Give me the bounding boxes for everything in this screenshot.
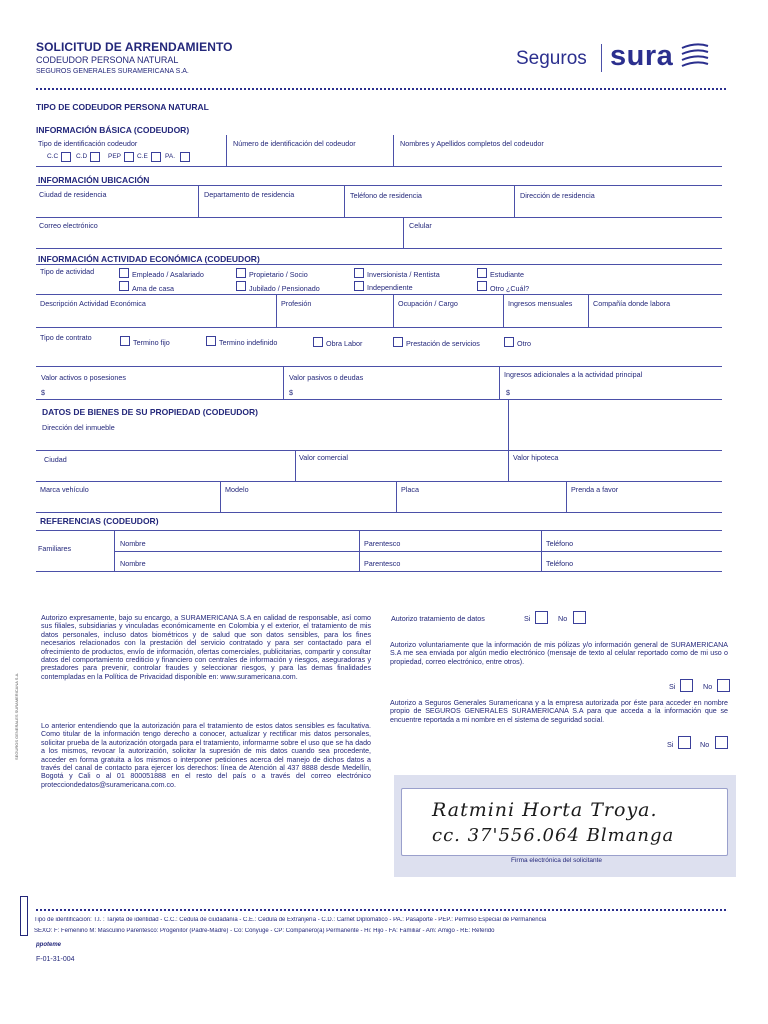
tratamiento-label: Autorizo tratamiento de datos (391, 614, 485, 623)
id-option-cc: C.C (47, 153, 59, 160)
form-code: F-01-31-004 (36, 956, 75, 963)
independiente-checkbox[interactable] (354, 281, 364, 291)
direccion-residencia-label: Dirección de residencia (520, 191, 595, 200)
divider (36, 248, 722, 249)
propietario-label: Propietario / Socio (249, 270, 308, 279)
tratamiento-si-label: Si (524, 614, 531, 623)
tipo-contrato-label: Tipo de contrato (40, 333, 92, 342)
brand-seguros: Seguros (516, 48, 587, 69)
form-title: SOLICITUD DE ARRENDAMIENTO (36, 40, 233, 54)
divider (36, 571, 722, 572)
marca-label: Marca vehículo (40, 485, 89, 494)
otro-contrato-label: Otro (517, 339, 531, 348)
divider (114, 551, 722, 552)
voluntario-no-checkbox[interactable] (717, 679, 730, 692)
empleado-label: Empleado / Asalariado (132, 270, 204, 279)
divider (36, 166, 722, 167)
ref2-parentesco-label: Parentesco (364, 559, 401, 568)
ref1-nombre-label: Nombre (120, 539, 146, 548)
ciudad-bien-label: Ciudad (44, 455, 67, 464)
acceso-no-label: No (700, 740, 710, 749)
placa-label: Placa (401, 485, 419, 494)
prenda-label: Prenda a favor (571, 485, 619, 494)
autorizo-acceso-text: Autorizo a Seguros Generales Suramericana y a la empresa autorizada por éste para acceder en nombre propio de SEGUROS GENERALES SURAMERICANA S.A para que acceda a la información que se encuentre reportada a mi nombre en el sistema de seguridad social. (390, 699, 728, 724)
jubilado-checkbox[interactable] (236, 281, 246, 291)
side-barcode-box (20, 896, 28, 936)
divider (36, 530, 722, 531)
correo-label: Correo electrónico (39, 221, 98, 230)
tipo-id-label: Tipo de identificación codeudor (38, 139, 138, 148)
divider (36, 366, 722, 367)
divider (396, 482, 397, 512)
ref1-parentesco-label: Parentesco (364, 539, 401, 548)
acceso-si-label: Si (667, 740, 674, 749)
side-legal-text: SEGUROS GENERALES SURAMERICANA S.A. (14, 672, 19, 760)
divider (36, 185, 722, 186)
nombres-label: Nombres y Apellidos completos del codeudor (400, 139, 544, 148)
footer-identificacion: Tipo de identificación: T.I. : Tarjeta de identidad - C.C.: Cedula de ciudadanía - C.E.: Cedula de Extranjería - C.D.: Carnet Diplomático - PA.: Pasaporte - PEP.: Permiso Especial de Permanencia (34, 917, 547, 923)
ocupacion-label: Ocupación / Cargo (398, 299, 458, 308)
otro-contrato-checkbox[interactable] (504, 337, 514, 347)
prestacion-checkbox[interactable] (393, 337, 403, 347)
autorizo-voluntario-text: Autorizo voluntariamente que la información de mis pólizas y/o información general de SURAMERICANA S.A me sea enviada por algún medio electrónico (mensaje de texto al celular reportado como de mi uso o propiedad, correo electrónico, entre otros). (390, 641, 728, 666)
tipo-codeudor-title: TIPO DE CODEUDOR PERSONA NATURAL (36, 102, 209, 112)
signature-id: cc. 37'556.064 Blmanga (432, 825, 675, 846)
divider (283, 367, 284, 399)
divider (36, 264, 722, 265)
adicionales-currency: $ (506, 388, 510, 397)
divider (226, 135, 227, 167)
divider (36, 217, 722, 218)
divider (198, 186, 199, 218)
ref1-telefono-label: Teléfono (546, 539, 574, 548)
termino-indefinido-label: Termino indefinido (219, 338, 278, 347)
voluntario-si-label: Si (669, 682, 676, 691)
acceso-no-checkbox[interactable] (715, 736, 728, 749)
printer-mark: ppoteme (36, 942, 62, 948)
departamento-label: Departamento de residencia (204, 190, 295, 199)
footer-separator (36, 909, 726, 911)
activos-label: Valor activos o posesiones (41, 373, 126, 382)
tratamiento-si-checkbox[interactable] (535, 611, 548, 624)
firma-label: Firma electrónica del solicitante (511, 857, 603, 864)
signature-name: Ratmini Horta Troya. (432, 799, 658, 821)
id-pa-checkbox[interactable] (180, 152, 190, 162)
inversionista-checkbox[interactable] (354, 268, 364, 278)
divider (508, 451, 509, 481)
termino-fijo-checkbox[interactable] (120, 336, 130, 346)
divider (36, 481, 722, 482)
actividad-title: INFORMACIÓN ACTIVIDAD ECONÓMICA (CODEUDOR) (38, 254, 260, 264)
compania-label: Compañía donde labora (593, 299, 671, 308)
divider (220, 482, 221, 512)
descripcion-label: Descripción Actividad Económica (40, 299, 146, 308)
footer-sexo: SEXO: F: Femenino M: Masculino Parentesco: Progenitor (Padre-Madre) - Co: Cónyuge - CP: Compañero(a) Permanente - Hi: Hijo - FA: Familiar - Am: Amigo - RE: Referido (34, 928, 495, 934)
autorizacion-texto-2: Lo anterior entendiendo que la autorización para el tratamiento de estos datos sensibles es facultativa. Como titular de la información tengo derecho a conocer, actualizar y rectificar mis datos personales, solicitar prueba de la autorización otorgada para el tratamiento, informarme sobre el uso que se ha dado a los mismos, revocar la autorización, solicitar la supresión de mis datos cuando sea procedente, acceder en forma gratuita a los mismos o interponer peticiones acerca del manejo de dichos datos a través del canal de contacto para ejercer los derechos: línea de Atención al 437 8888 desde Medellín, Bogotá y Cali o al 01 800051888 en el resto del país o a través del correo electrónico protecciondedatos@suramericana.com.co. (41, 722, 371, 789)
divider (588, 295, 589, 327)
voluntario-no-label: No (703, 682, 713, 691)
divider (393, 295, 394, 327)
brand-divider (601, 44, 602, 72)
divider (499, 367, 500, 399)
divider (36, 399, 722, 400)
tratamiento-no-checkbox[interactable] (573, 611, 586, 624)
brand-sura: sura (610, 40, 674, 72)
divider (36, 327, 722, 328)
acceso-si-checkbox[interactable] (678, 736, 691, 749)
termino-fijo-label: Termino fijo (133, 338, 170, 347)
ingresos-label: Ingresos mensuales (508, 299, 573, 308)
celular-label: Celular (409, 221, 432, 230)
inversionista-label: Inversionista / Rentista (367, 270, 440, 279)
modelo-label: Modelo (225, 485, 249, 494)
company-name: SEGUROS GENERALES SURAMERICANA S.A. (36, 68, 189, 75)
familiares-label: Familiares (38, 544, 72, 553)
id-option-pa: PA. (165, 153, 175, 160)
divider (36, 294, 722, 295)
form-subtitle: CODEUDOR PERSONA NATURAL (36, 55, 179, 65)
profesion-label: Profesión (281, 299, 312, 308)
prestacion-label: Prestación de servicios (406, 339, 480, 348)
activos-currency: $ (41, 388, 45, 397)
divider (514, 186, 515, 218)
propietario-checkbox[interactable] (236, 268, 246, 278)
empleado-checkbox[interactable] (119, 268, 129, 278)
direccion-inmueble-label: Dirección del inmueble (42, 423, 115, 432)
ref2-telefono-label: Teléfono (546, 559, 574, 568)
id-cd-checkbox[interactable] (90, 152, 100, 162)
divider (36, 512, 722, 513)
bienes-title: DATOS DE BIENES DE SU PROPIEDAD (CODEUDOR) (42, 407, 258, 417)
id-ce-checkbox[interactable] (151, 152, 161, 162)
divider (503, 295, 504, 327)
sura-wave-icon (680, 40, 710, 72)
valor-hipoteca-label: Valor hipoteca (513, 453, 559, 462)
independiente-label: Independiente (367, 283, 413, 292)
referencias-title: REFERENCIAS (CODEUDOR) (40, 516, 159, 526)
voluntario-si-checkbox[interactable] (680, 679, 693, 692)
divider (295, 451, 296, 481)
obra-labor-checkbox[interactable] (313, 337, 323, 347)
estudiante-label: Estudiante (490, 270, 524, 279)
id-pep-checkbox[interactable] (124, 152, 134, 162)
divider (508, 400, 509, 450)
id-option-cd: C.D (76, 153, 88, 160)
ciudad-residencia-label: Ciudad de residencia (39, 190, 107, 199)
ref2-nombre-label: Nombre (120, 559, 146, 568)
divider (276, 295, 277, 327)
obra-labor-label: Obra Labor (326, 339, 363, 348)
telefono-residencia-label: Teléfono de residencia (350, 191, 422, 200)
divider (403, 218, 404, 248)
ama-casa-label: Ama de casa (132, 284, 174, 293)
divider (344, 186, 345, 218)
numero-id-label: Número de identificación del codeudor (233, 139, 356, 148)
adicionales-label: Ingresos adicionales a la actividad principal (504, 370, 643, 379)
estudiante-checkbox[interactable] (477, 268, 487, 278)
divider (36, 450, 722, 451)
tipo-actividad-label: Tipo de actividad (40, 267, 95, 276)
otro-actividad-label: Otro ¿Cuál? (490, 284, 530, 293)
divider (393, 135, 394, 167)
otro-actividad-checkbox[interactable] (477, 281, 487, 291)
id-cc-checkbox[interactable] (61, 152, 71, 162)
pasivos-label: Valor pasivos o deudas (289, 373, 364, 382)
id-option-ce: C.E (137, 153, 148, 160)
ama-casa-checkbox[interactable] (119, 281, 129, 291)
termino-indefinido-checkbox[interactable] (206, 336, 216, 346)
header-separator (36, 88, 726, 90)
valor-comercial-label: Valor comercial (299, 453, 348, 462)
autorizacion-texto-1: Autorizo expresamente, bajo su encargo, a SURAMERICANA S.A en calidad de responsable, así como sus filiales, subsidiarias y vinculadas económicamente en Colombia y el exterior, el tratamiento de mis datos personales, incluso datos biométricos y de salud que son datos sensibles, para los fines necesarios relacionados con la prestación del servicio contratado y para ser contactado para el ofrecimiento de productos, envío de información, ofertas comerciales, publicitarias, compartir y consultar datos del comportamiento crediticio y financiero con centrales de información y riesgos, aseguradoras y prestadores para prevenir, controlar fraudes y seleccionar riesgos, y para las demas finalidades contempladas en la Política de Privacidad disponible en: www.suramericana.com. (41, 614, 371, 681)
id-option-pep: PEP (108, 153, 122, 160)
pasivos-currency: $ (289, 388, 293, 397)
divider (566, 482, 567, 512)
ubicacion-title: INFORMACIÓN UBICACIÓN (38, 175, 150, 185)
info-basica-title: INFORMACIÓN BÁSICA (CODEUDOR) (36, 125, 190, 135)
tratamiento-no-label: No (558, 614, 568, 623)
jubilado-label: Jubilado / Pensionado (249, 284, 320, 293)
